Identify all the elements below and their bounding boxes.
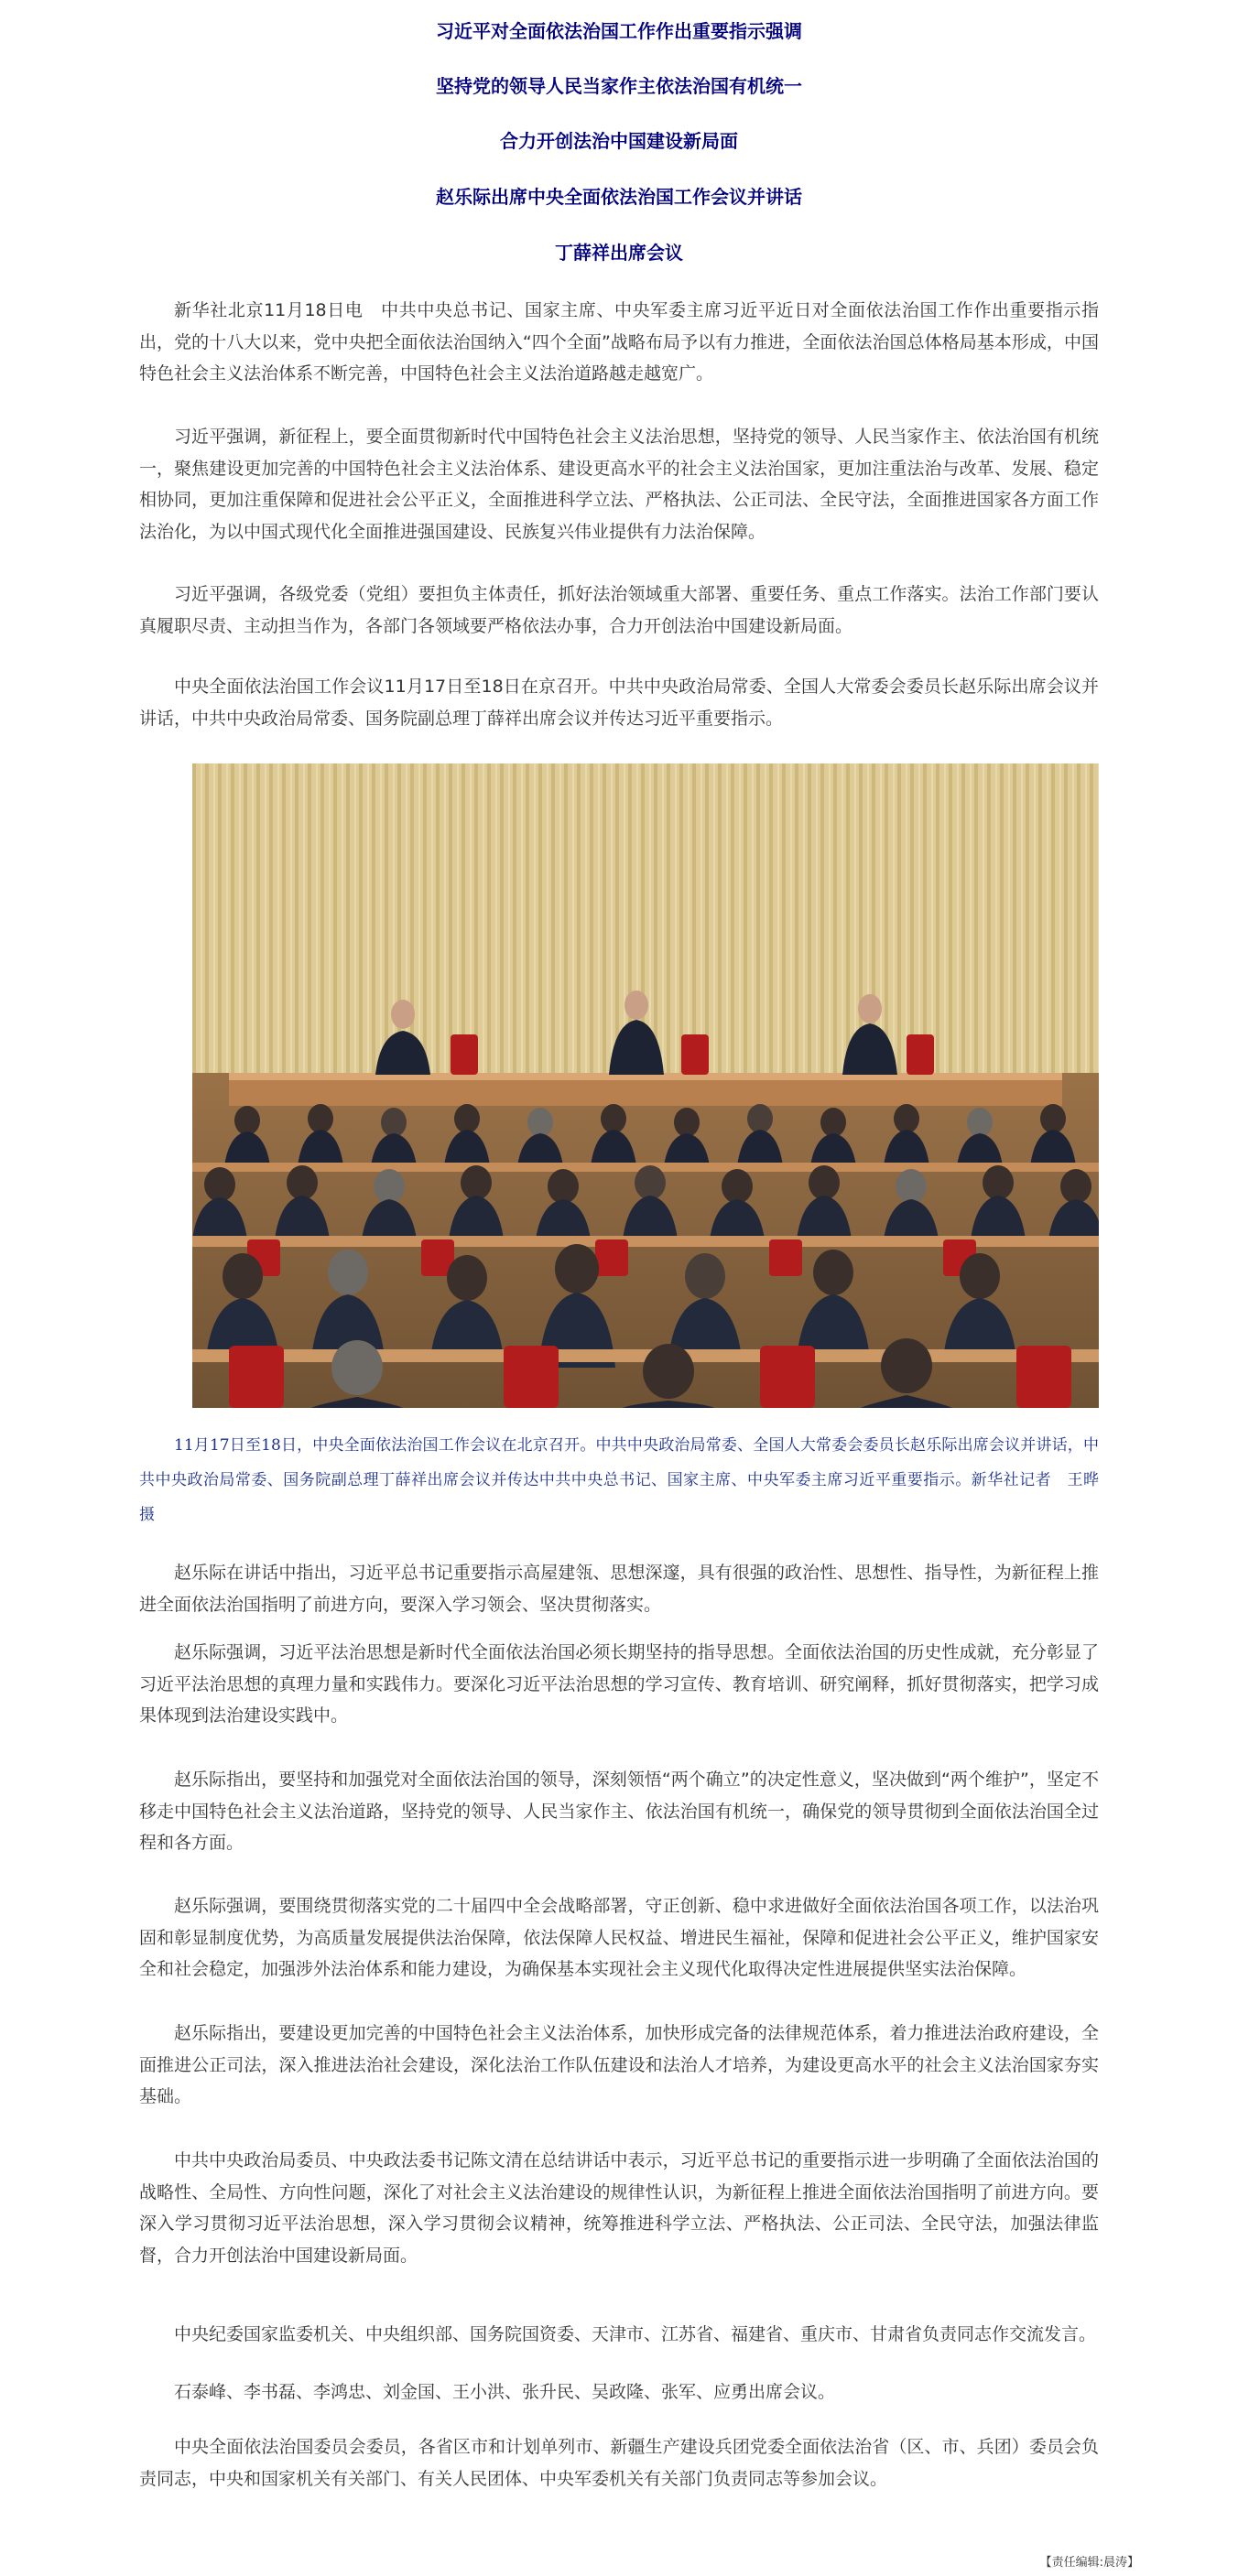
headline-sub-3: 赵乐际出席中央全面依法治国工作会议并讲话 xyxy=(436,186,802,208)
paragraph-2: 习近平强调，新征程上，要全面贯彻新时代中国特色社会主义法治思想，坚持党的领导、人民当家作主、依法治国有机统一，聚焦建设更加完善的中国特色社会主义法治体系、建设更高水平的社会主义法治国家，更加注重法治与改革、发展、稳定相协同，更加注重保障和促进社会公平正义，全面推进科学立法、严格执法、公正司法、全民守法，全面推进国家各方面工作法治化，为以中国式现代化全面推进强国建设、民族复兴伟业提供有力法治保障。 xyxy=(139,427,1099,542)
headline-sub-2: 合力开创法治中国建设新局面 xyxy=(500,130,738,152)
paragraph-13: 中央全面依法治国委员会委员，各省区市和计划单列市、新疆生产建设兵团党委全面依法治省（区、市、兵团）委员会负责同志，中央和国家机关有关部门、有关人民团体、中央军委机关有关部门负责同志等参加会议。 xyxy=(139,2437,1099,2489)
paragraph-7: 赵乐际指出，要坚持和加强党对全面依法治国的领导，深刻领悟“两个确立”的决定性意义，坚决做到“两个维护”，坚定不移走中国特色社会主义法治道路，坚持党的领导、人民当家作主、依法治国有机统一，确保党的领导贯彻到全面依法治国全过程和各方面。 xyxy=(139,1770,1099,1853)
paragraph-12: 石泰峰、李书磊、李鸿忠、刘金国、王小洪、张升民、吴政隆、张军、应勇出席会议。 xyxy=(174,2382,836,2402)
paragraph-3: 习近平强调，各级党委（党组）要担负主体责任，抓好法治领域重大部署、重要任务、重点工作落实。法治工作部门要认真履职尽责、主动担当作为，各部门各领域要严格依法办事，合力开创法治中国建设新局面。 xyxy=(139,584,1099,636)
headline-sub-1: 坚持党的领导人民当家作主依法治国有机统一 xyxy=(436,75,802,97)
paragraph-4: 中央全面依法治国工作会议11月17日至18日在京召开。中共中央政治局常委、全国人大常委会委员长赵乐际出席会议并讲话，中共中央政治局常委、国务院副总理丁薛祥出席会议并传达习近平重要指示。 xyxy=(139,676,1099,729)
paragraph-9: 赵乐际指出，要建设更加完善的中国特色社会主义法治体系，加快形成完备的法律规范体系，着力推进法治政府建设，全面推进公正司法，深入推进法治社会建设，深化法治工作队伍建设和法治人才培养，为建设更高水平的社会主义法治国家夯实基础。 xyxy=(139,2023,1099,2106)
paragraph-5: 赵乐际在讲话中指出，习近平总书记重要指示高屋建瓴、思想深邃，具有很强的政治性、思想性、指导性，为新征程上推进全面依法治国指明了前进方向，要深入学习领会、坚决贯彻落实。 xyxy=(139,1563,1099,1615)
paragraph-1: 新华社北京11月18日电 中共中央总书记、国家主席、中央军委主席习近平近日对全面依法治国工作作出重要指示指出，党的十八大以来，党中央把全面依法治国纳入“四个全面”战略布局予以有力推进，全面依法治国总体格局基本形成，中国特色社会主义法治体系不断完善，中国特色社会主义法治道路越走越宽广。 xyxy=(139,300,1099,384)
conference-photo xyxy=(192,763,1099,1408)
headline-sub-4: 丁薛祥出席会议 xyxy=(555,242,683,264)
editor-credit: 【责任编辑:晨涛】 xyxy=(1039,2556,1139,2570)
photo-caption: 11月17日至18日，中央全面依法治国工作会议在北京召开。中共中央政治局常委、全国人大常委会委员长赵乐际出席会议并讲话，中共中央政治局常委、国务院副总理丁薛祥出席会议并传达中共中央总书记、国家主席、中央军委主席习近平重要指示。新华社记者 王晔 摄 xyxy=(139,1436,1114,1524)
paragraph-6: 赵乐际强调，习近平法治思想是新时代全面依法治国必须长期坚持的指导思想。全面依法治国的历史性成就，充分彰显了习近平法治思想的真理力量和实践伟力。要深化习近平法治思想的学习宣传、教育培训、研究阐释，抓好贯彻落实，把学习成果体现到法治建设实践中。 xyxy=(139,1642,1099,1726)
paragraph-11: 中央纪委国家监委机关、中央组织部、国务院国资委、天津市、江苏省、福建省、重庆市、甘肃省负责同志作交流发言。 xyxy=(174,2324,1097,2344)
conference-photo-drawing xyxy=(192,763,1099,1408)
paragraph-10: 中共中央政治局委员、中央政法委书记陈文清在总结讲话中表示，习近平总书记的重要指示进一步明确了全面依法治国的战略性、全局性、方向性问题，深化了对社会主义法治建设的规律性认识，为新征程上推进全面依法治国指明了前进方向。要深入学习贯彻习近平法治思想，深入学习贯彻会议精神，统筹推进科学立法、严格执法、公正司法、全民守法，加强法律监督，合力开创法治中国建设新局面。 xyxy=(139,2150,1099,2266)
headline-main: 习近平对全面依法治国工作作出重要指示强调 xyxy=(436,20,802,42)
paragraph-8: 赵乐际强调，要围绕贯彻落实党的二十届四中全会战略部署，守正创新、稳中求进做好全面依法治国各项工作，以法治巩固和彰显制度优势，为高质量发展提供法治保障，依法保障人民权益、增进民生福祉，保障和促进社会公平正义，维护国家安全和社会稳定，加强涉外法治体系和能力建设，为确保基本实现社会主义现代化取得决定性进展提供坚实法治保障。 xyxy=(139,1896,1099,1979)
